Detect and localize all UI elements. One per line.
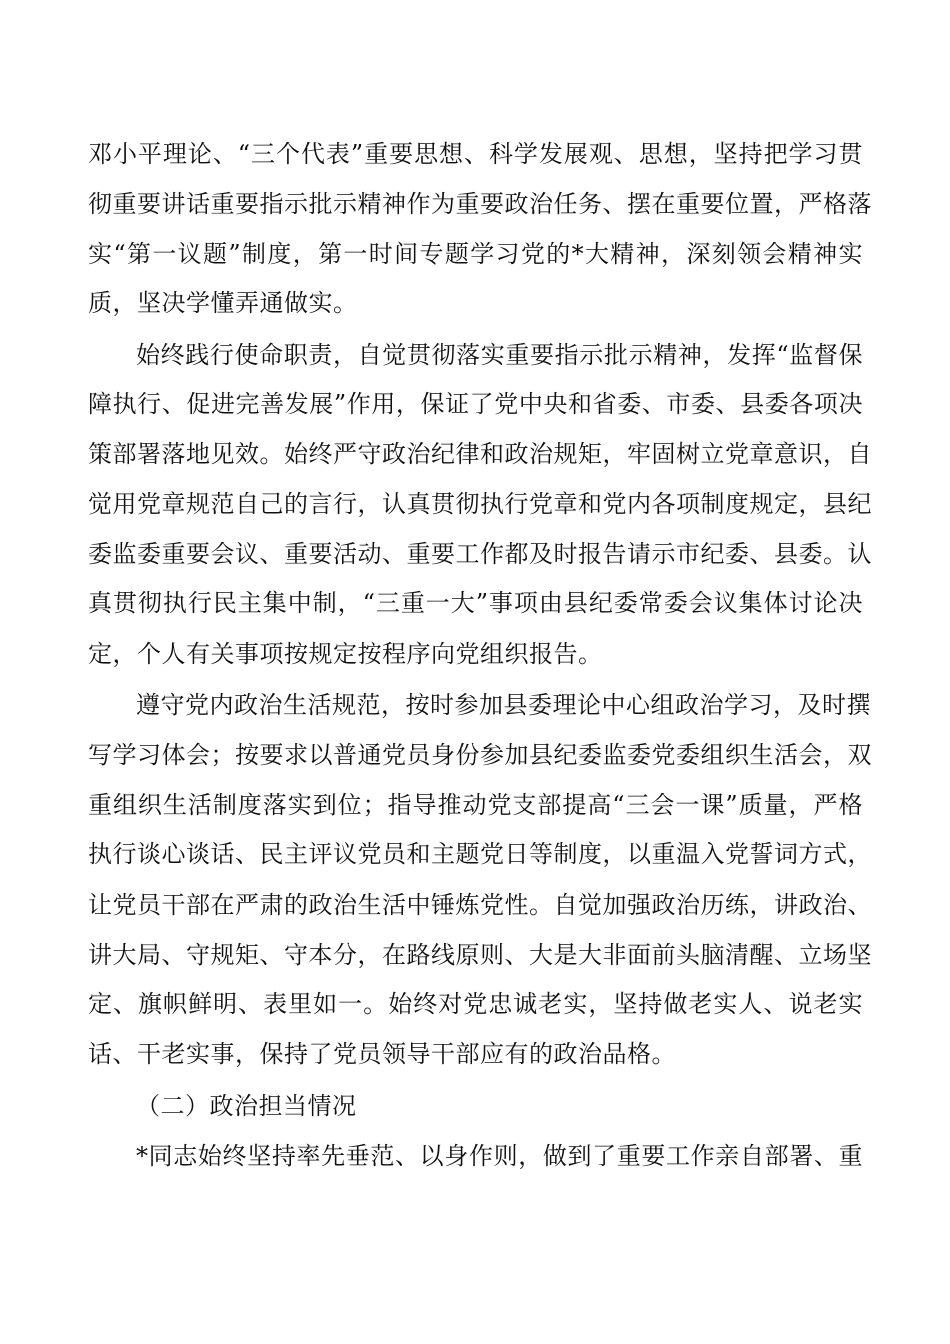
paragraph-first-line: 始终践行使命职责，自觉贯彻落实重要指示批示精神，发挥“监督保 <box>136 341 863 369</box>
paragraph-first-line: *同志始终坚持率先垂范、以身作则，做到了重要工作亲自部署、重 <box>136 1142 863 1170</box>
text-line: 质，坚决学懂弄通做实。 <box>88 289 358 317</box>
text-line: 真贯彻执行民主集中制，“三重一大”事项由县纪委常委会议集体讨论决 <box>88 589 863 617</box>
text-line: 彻重要讲话重要指示批示精神作为重要政治任务、摆在重要位置，严格落 <box>88 190 872 218</box>
text-line: 定，个人有关事项按规定按程序向党组织报告。 <box>88 640 603 668</box>
text-line: 觉用党章规范自己的言行，认真贯彻执行党章和党内各项制度规定，县纪 <box>88 490 872 518</box>
paragraph-first-line: 遵守党内政治生活规范，按时参加县委理论中心组政治学习，及时撰 <box>136 691 871 719</box>
section-heading: （二）政治担当情况 <box>136 1092 357 1120</box>
text-line: 障执行、促进完善发展”作用，保证了党中央和省委、市委、县委各项决 <box>88 390 863 418</box>
text-line: 实“第一议题”制度，第一时间专题学习党的*大精神，深刻领会精神实 <box>88 240 863 268</box>
text-line: 邓小平理论、“三个代表”重要思想、科学发展观、思想，坚持把学习贯 <box>88 140 863 168</box>
text-line: 策部署落地见效。始终严守政治纪律和政治规矩，牢固树立党章意识，自 <box>88 440 872 468</box>
text-line: 委监委重要会议、重要活动、重要工作都及时报告请示市纪委、县委。认 <box>88 540 872 568</box>
text-line: 让党员干部在严肃的政治生活中锤炼党性。自觉加强政治历练，讲政治、 <box>88 891 872 919</box>
text-line: 执行谈心谈话、民主评议党员和主题党日等制度，以重温入党誓词方式， <box>88 840 872 868</box>
text-line: 话、干老实事，保持了党员领导干部应有的政治品格。 <box>88 1040 676 1068</box>
text-line: 重组织生活制度落实到位；指导推动党支部提高“三会一课”质量，严格 <box>88 791 863 819</box>
text-line: 写学习体会；按要求以普通党员身份参加县纪委监委党委组织生活会，双 <box>88 741 872 769</box>
text-line: 定、旗帜鲜明、表里如一。始终对党忠诚老实，坚持做老实人、说老实 <box>88 990 863 1018</box>
text-line: 讲大局、守规矩、守本分，在路线原则、大是大非面前头脑清醒、立场坚 <box>88 941 872 969</box>
